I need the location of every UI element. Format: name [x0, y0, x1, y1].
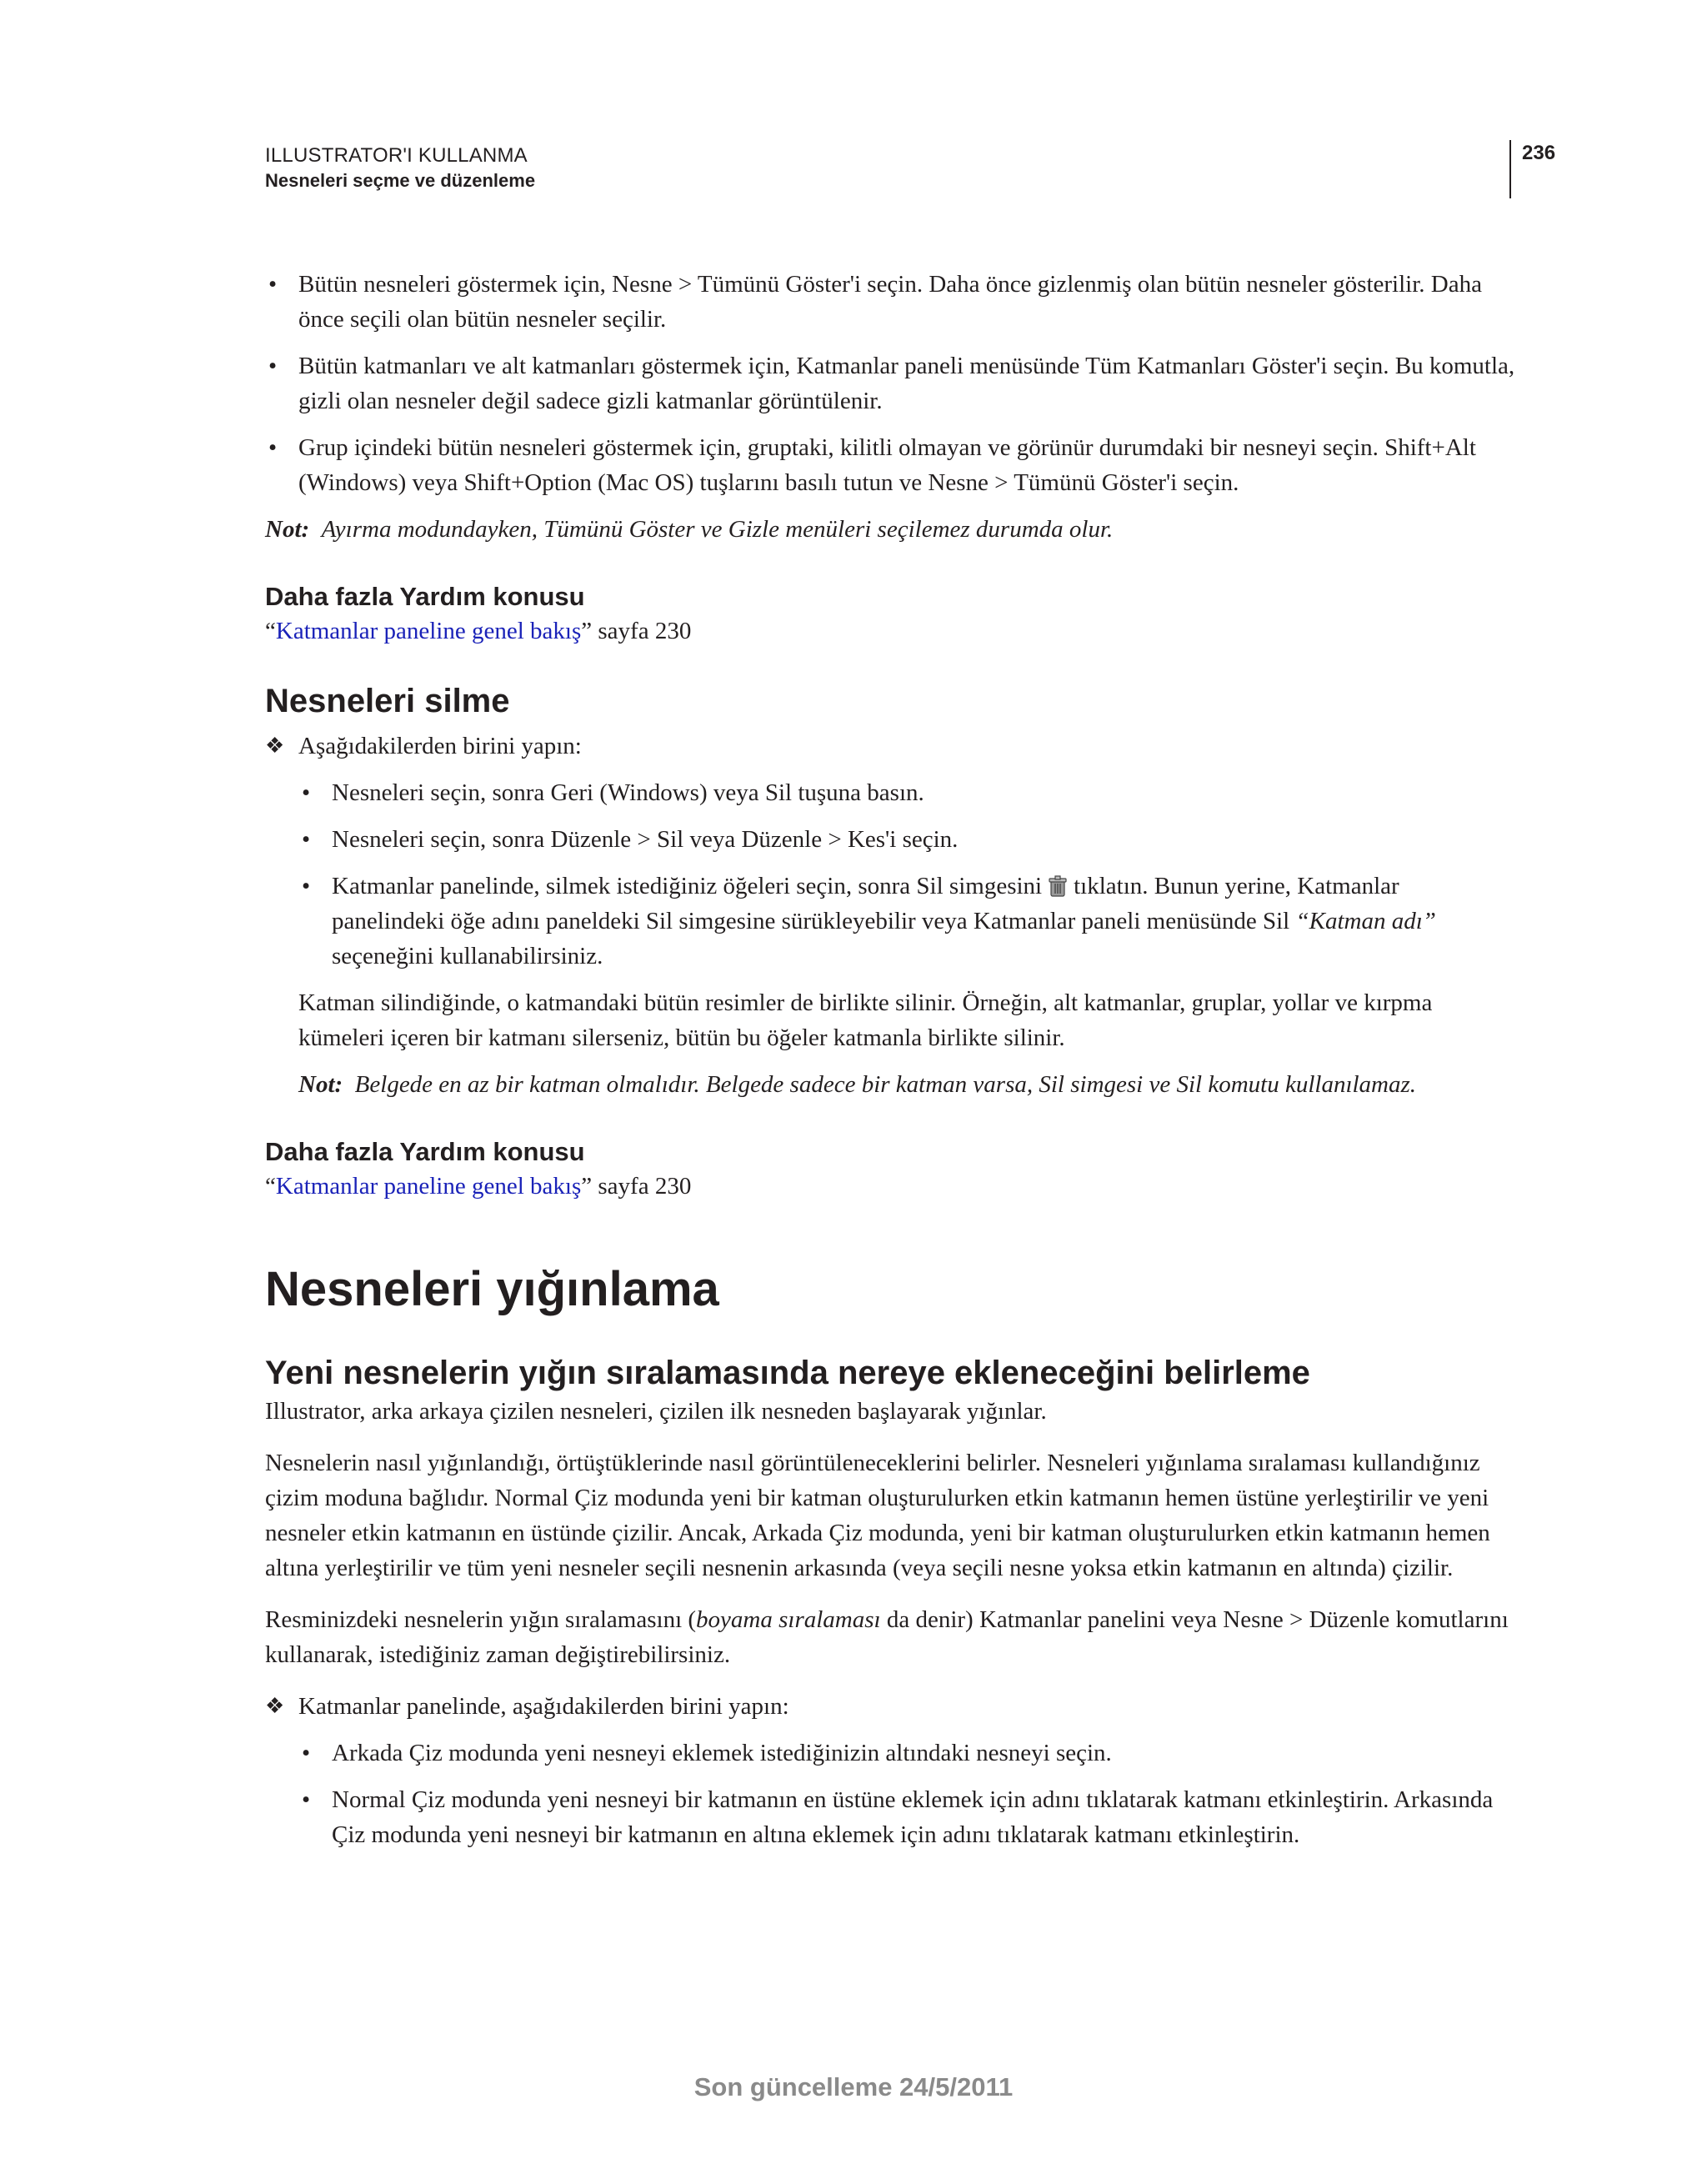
list-item — [265, 267, 1515, 337]
help-link[interactable]: Katmanlar paneline genel bakış — [275, 1173, 582, 1200]
note-label: Not: — [265, 516, 310, 543]
bullet-mark: • — [268, 271, 278, 298]
page-footer: Son güncelleme 24/5/2011 — [693, 2072, 1014, 2101]
header-rule — [1509, 140, 1511, 198]
list-item: • Katmanlar panelinde, silmek istediğiniz öğeleri seçin, sonra Sil simgesini tıklatın. Bunun yerine, Katmanlar panelindeki öğe adını paneldeki Sil simgesine sürükleyebilir veya Katmanlar paneli menüsünde Sil “Katman adı” seçeneğini kullanabilirsiniz. — [265, 869, 1515, 974]
bullet-mark: • — [302, 779, 311, 806]
header-subtitle: Nesneleri seçme ve düzenleme — [265, 170, 536, 191]
bullet-mark: • — [302, 1740, 311, 1766]
trash-icon — [1049, 875, 1067, 897]
note-text: Ayırma modundayken, Tümünü Göster ve Gizle menüleri seçilemez durumda olur. — [321, 516, 1114, 543]
paragraph: Nesnelerin nasıl yığınlandığı, örtüştüklerinde nasıl görüntüleneceklerini belirler. Nesneleri yığınlama sıralaması kullandığınız çizim moduna bağlıdır. Normal Çiz modunda yeni bir katman oluşturulurken etkin katmanın hemen üstüne yerleştirilir ve yeni nesneler etkin katmanın en üstünde çizilir. Ancak, Arkada Çiz modunda, yeni bir katman oluşturulurken etkin katmanın hemen altına yerleştirilir ve tüm yeni nesneler seçili nesnenin arkasında (veya seçili nesne yoksa etkin katmanın en altında) çizilir. — [265, 1450, 1490, 1581]
paragraph: Resminizdeki nesnelerin yığın sıralamasını (boyama sıralaması da denir) Katmanlar panelini veya Nesne > Düzenle komutlarını kullanarak, istediğiniz zaman değiştirebilirsiniz. — [265, 1606, 1509, 1668]
help-reference: “Katmanlar paneline genel bakış” sayfa 230 — [265, 618, 692, 644]
step-intro: ❖ Katmanlar panelinde, aşağıdakilerden birini yapın: — [265, 1689, 1515, 1724]
note — [265, 1067, 1515, 1102]
step-intro: ❖ Aşağıdakilerden birini yapın: — [265, 729, 1515, 764]
section-heading: Yeni nesnelerin yığın sıralamasında nereye ekleneceğini belirleme — [265, 1355, 1310, 1391]
paragraph: Illustrator, arka arkaya çizilen nesneleri, çizilen ilk nesneden başlayarak yığınlar. — [265, 1398, 1047, 1425]
help-heading: Daha fazla Yardım konusu — [265, 1137, 585, 1166]
list-item-text: Bütün katmanları ve alt katmanları göstermek için, Katmanlar paneli menüsünde Tüm Katmanları Göster'i seçin. Bu komutla, gizli olan nesneler değil sadece gizli katmanlar görüntülenir. — [298, 353, 1515, 414]
list-item: • Nesneleri seçin, sonra Düzenle > Sil veya Düzenle > Kes'i seçin. — [265, 822, 1515, 857]
page-content — [265, 267, 1515, 1864]
list-item: • Arkada Çiz modunda yeni nesneyi eklemek istediğinizin altındaki nesneyi seçin. — [265, 1736, 1515, 1771]
note-label: Not: — [298, 1071, 343, 1098]
page-number: 236 — [1522, 142, 1556, 164]
help-link[interactable]: Katmanlar paneline genel bakış — [275, 618, 582, 644]
list-item — [265, 430, 1515, 500]
help-heading: Daha fazla Yardım konusu — [265, 582, 585, 611]
list-item-text: Grup içindeki bütün nesneleri göstermek için, gruptaki, kilitli olmayan ve görünür durumdaki bir nesneyi seçin. Shift+Alt (Windows) veya Shift+Option (Mac OS) tuşlarını basılı tutun ve Nesne > Tümünü Göster'i seçin. — [298, 434, 1476, 496]
help-reference: “Katmanlar paneline genel bakış” sayfa 230 — [265, 1173, 692, 1200]
header-title: ILLUSTRATOR'I KULLANMA — [265, 144, 528, 167]
list-item: • Nesneleri seçin, sonra Geri (Windows) veya Sil tuşuna basın. — [265, 775, 1515, 810]
note — [265, 512, 1515, 547]
list-item — [265, 348, 1515, 418]
bullet-mark: • — [268, 353, 278, 379]
bullet-mark: • — [302, 826, 311, 853]
diamond-bullet-icon: ❖ — [265, 1694, 285, 1718]
note-text: Belgede en az bir katman olmalıdır. Belgede sadece bir katman varsa, Sil simgesi ve Sil komutu kullanılamaz. — [354, 1071, 1417, 1098]
bullet-mark: • — [302, 873, 311, 899]
list-item: • Normal Çiz modunda yeni nesneyi bir katmanın en üstüne eklemek için adını tıklatarak katmanı etkinleştirin. Arkasında Çiz modunda yeni nesneyi bir katmanın en altına eklemek için adını tıklatarak katmanı etkinleştirin. — [265, 1782, 1515, 1852]
list-item-text: Bütün nesneleri göstermek için, Nesne > Tümünü Göster'i seçin. Daha önce gizlenmiş olan bütün nesneler gösterilir. Daha önce seçili olan bütün nesneler seçilir. — [298, 271, 1482, 333]
diamond-bullet-icon: ❖ — [265, 734, 285, 758]
chapter-heading: Nesneleri yığınlama — [265, 1262, 719, 1316]
section-heading: Nesneleri silme — [265, 683, 510, 719]
paragraph: Katman silindiğinde, o katmandaki bütün resimler de birlikte silinir. Örneğin, alt katmanlar, gruplar, yollar ve kırpma kümeleri içeren bir katmanı silerseniz, bütün bu öğeler katmanla birlikte silinir. — [298, 989, 1433, 1051]
bullet-mark: • — [302, 1786, 311, 1813]
bullet-mark: • — [268, 434, 278, 461]
running-header — [265, 143, 535, 193]
